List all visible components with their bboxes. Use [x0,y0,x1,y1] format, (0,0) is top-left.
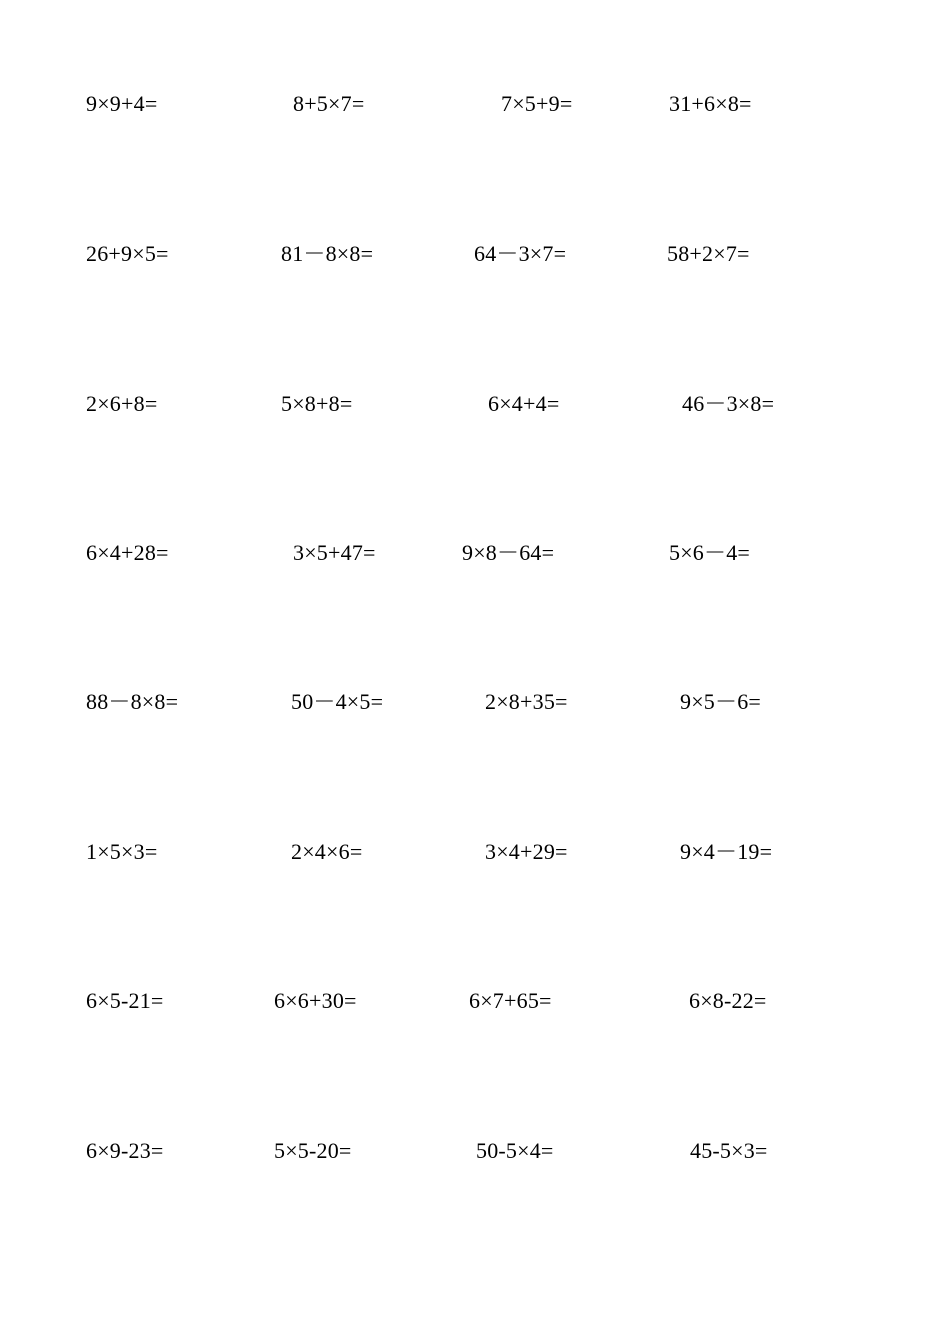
problem-5-1: 88－8×8= [86,689,179,714]
problem-8-2: 5×5-20= [274,1138,352,1163]
problem-3-4: 46－3×8= [682,391,775,416]
problem-1-4: 31+6×8= [669,91,752,116]
problem-1-2: 8+5×7= [293,91,365,116]
problem-8-1: 6×9-23= [86,1138,164,1163]
problem-7-1: 6×5-21= [86,988,164,1013]
problem-5-4: 9×5－6= [680,689,762,714]
problem-6-3: 3×4+29= [485,839,568,864]
problem-6-1: 1×5×3= [86,839,158,864]
problem-6-2: 2×4×6= [291,839,363,864]
problem-4-4: 5×6－4= [669,540,751,565]
problem-3-2: 5×8+8= [281,391,353,416]
problem-4-2: 3×5+47= [293,540,376,565]
problem-1-1: 9×9+4= [86,91,158,116]
problem-6-4: 9×4－19= [680,839,773,864]
problem-5-2: 50－4×5= [291,689,384,714]
problem-1-3: 7×5+9= [501,91,573,116]
problem-3-3: 6×4+4= [488,391,560,416]
problem-2-2: 81－8×8= [281,241,374,266]
problem-8-4: 45-5×3= [690,1138,768,1163]
problem-3-1: 2×6+8= [86,391,158,416]
problem-2-1: 26+9×5= [86,241,169,266]
problem-7-3: 6×7+65= [469,988,552,1013]
problem-2-3: 64－3×7= [474,241,567,266]
problem-7-2: 6×6+30= [274,988,357,1013]
problem-8-3: 50-5×4= [476,1138,554,1163]
problem-4-3: 9×8－64= [462,540,555,565]
problem-5-3: 2×8+35= [485,689,568,714]
problem-4-1: 6×4+28= [86,540,169,565]
problem-7-4: 6×8-22= [689,988,767,1013]
problem-2-4: 58+2×7= [667,241,750,266]
